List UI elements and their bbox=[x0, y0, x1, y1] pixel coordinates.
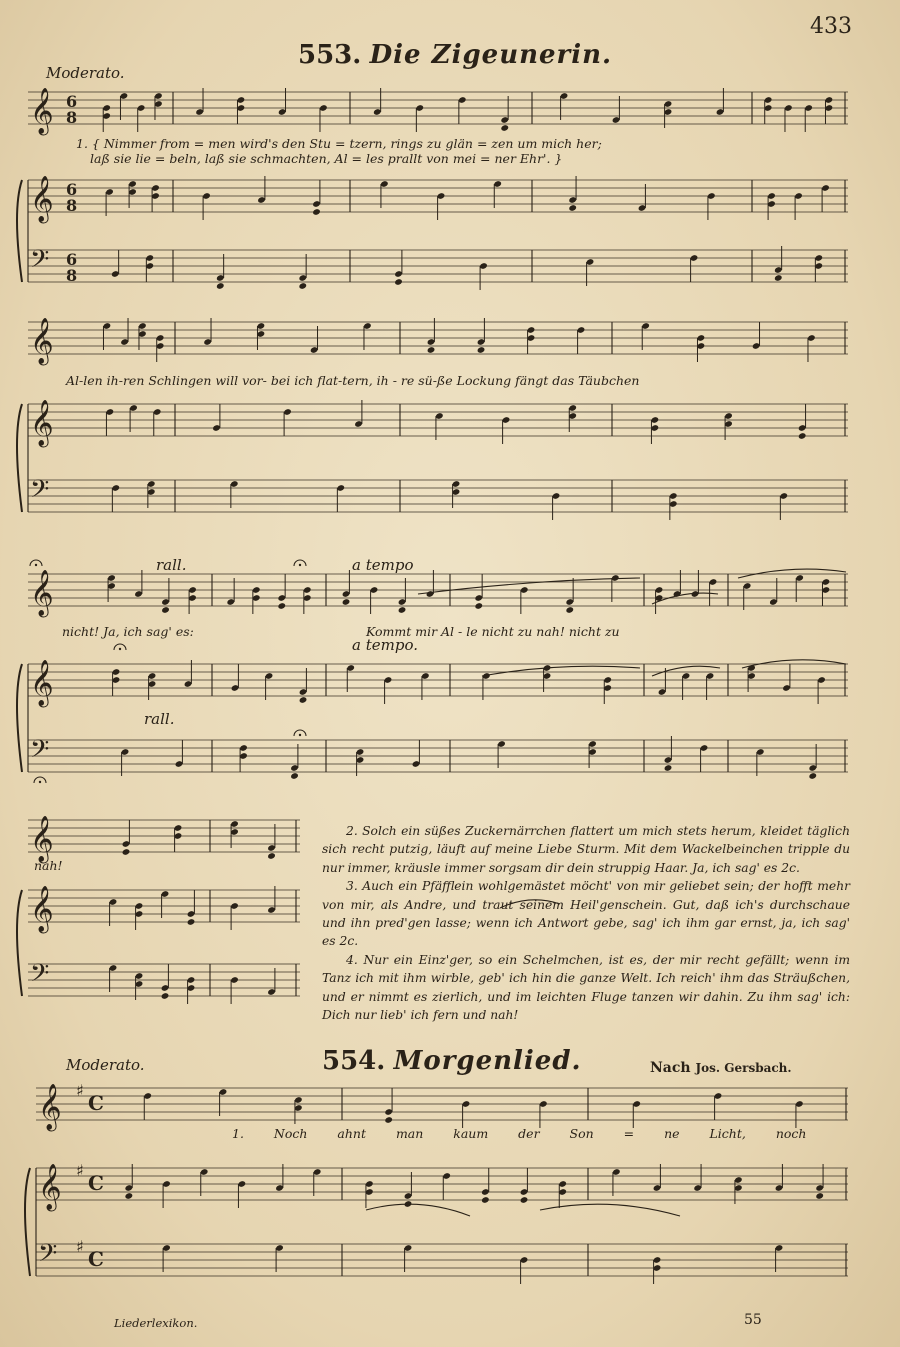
time-signature-denominator: 8 bbox=[66, 196, 78, 215]
fermata-dot bbox=[35, 564, 37, 566]
melody-note bbox=[565, 606, 574, 614]
accompaniment-note bbox=[312, 208, 321, 216]
melody-note bbox=[477, 346, 486, 354]
song-553-title: Die Zigeunerin. bbox=[369, 40, 613, 70]
slur bbox=[738, 569, 846, 578]
treble-clef-icon: 𝄞 bbox=[30, 660, 54, 706]
sharp-key-signature-icon: ♯ bbox=[76, 1237, 84, 1256]
accompaniment-note bbox=[774, 274, 783, 282]
piano-brace bbox=[17, 890, 22, 996]
song-554-tempo: Moderato. bbox=[66, 1056, 145, 1074]
piano-brace bbox=[17, 180, 22, 282]
song-554-title: Morgenlied. bbox=[393, 1046, 582, 1076]
song-554-number: 554. bbox=[322, 1046, 386, 1076]
fermata-dot bbox=[299, 564, 301, 566]
fermata-dot bbox=[39, 781, 41, 783]
footer-book-title: Liederlexikon. bbox=[114, 1316, 198, 1330]
bass-clef-icon: 𝄢 bbox=[30, 245, 50, 280]
time-signature-numerator: 6 bbox=[66, 250, 78, 269]
accompaniment-note bbox=[404, 1200, 413, 1208]
slur bbox=[540, 1204, 680, 1216]
common-time-icon: C bbox=[88, 1171, 104, 1195]
verse-3: 3. Auch ein Pfäfflein wohlgemästet möcht' von mir geliebet sein; der hofft mehr von mir, als Andre, und traut seinem Heil'genschein. Gut, daß ich's durchschaue und ihn pred'gen lasse; wenn ich Antwort gebe, sag' ich ihm gar ernst, ja, ich sag' es 2c. bbox=[322, 879, 850, 949]
accompaniment-note bbox=[298, 282, 307, 290]
piano-brace bbox=[25, 1168, 30, 1276]
treble-clef-icon: 𝄞 bbox=[30, 176, 54, 222]
song-553-lyrics-line3b: Kommt mir Al - le nicht zu nah! nicht zu bbox=[366, 624, 620, 639]
melody-note bbox=[427, 346, 436, 354]
song-554-credit bbox=[650, 1060, 792, 1076]
page-number: 433 bbox=[810, 14, 852, 39]
treble-clef-icon: 𝄞 bbox=[30, 570, 54, 616]
fermata-dot bbox=[299, 734, 301, 736]
song-553-additional-verses bbox=[322, 822, 850, 1024]
fermata-dot bbox=[119, 648, 121, 650]
credit-prefix: Nach bbox=[650, 1060, 691, 1076]
treble-clef-icon: 𝄞 bbox=[30, 400, 54, 446]
staff-554-2 bbox=[36, 1164, 848, 1212]
slur bbox=[366, 1204, 470, 1216]
accompaniment-note bbox=[481, 1196, 490, 1204]
verse-4: 4. Nur ein Einz'ger, so ein Schelmchen, ist es, der mir recht gefällt; wenn im Tanz ich mit ihm wirble, geb' ich hin die ganze Welt. Ich reich' ihm das Sträußchen, und er nimmt es zierlich, und im leichten Fluge tanzen wir dahin. Zu ihm sag' ich: Dich nur lieb' ich fern und nah! bbox=[322, 952, 850, 1023]
common-time-icon: C bbox=[88, 1091, 104, 1115]
accompaniment-note bbox=[161, 992, 170, 1000]
accompaniment-note bbox=[808, 772, 817, 780]
a-tempo-marking-top: a tempo bbox=[352, 556, 414, 574]
song-554-heading bbox=[322, 1046, 582, 1076]
bass-clef-icon: 𝄢 bbox=[38, 1239, 58, 1274]
treble-clef-icon: 𝄞 bbox=[30, 88, 54, 134]
song-553-lyrics-line3a: nicht! Ja, ich sag' es: bbox=[62, 624, 194, 639]
staff-554-1 bbox=[36, 1084, 848, 1132]
accompaniment-note bbox=[290, 772, 299, 780]
treble-clef-icon: 𝄞 bbox=[30, 318, 54, 364]
bass-clef-icon: 𝄢 bbox=[30, 475, 50, 510]
treble-clef-icon: 𝄞 bbox=[30, 886, 54, 932]
bass-clef-icon: 𝄢 bbox=[30, 959, 50, 994]
accompaniment-note bbox=[299, 696, 308, 704]
rall-marking-top: rall. bbox=[156, 556, 187, 574]
staff-2-1 bbox=[28, 318, 848, 366]
time-signature-numerator: 6 bbox=[66, 92, 78, 111]
treble-clef-icon: 𝄞 bbox=[38, 1084, 62, 1130]
song-553-lyrics-line4: nah! bbox=[34, 858, 63, 873]
time-signature-denominator: 8 bbox=[66, 108, 78, 127]
melody-note bbox=[161, 606, 170, 614]
piano-brace bbox=[17, 664, 22, 772]
song-553-lyrics-line2: Al-len ih-ren Schlingen will vor- bei ich flat-tern, ih - re sü-ße Lockung fängt das Täubchen bbox=[66, 373, 640, 388]
sharp-key-signature-icon: ♯ bbox=[76, 1161, 84, 1180]
song-553-tempo: Moderato. bbox=[46, 64, 125, 82]
sharp-key-signature-icon: ♯ bbox=[76, 1081, 84, 1100]
melody-note bbox=[384, 1116, 393, 1124]
footer-signature: 55 bbox=[744, 1312, 762, 1328]
accompaniment-note bbox=[798, 432, 807, 440]
common-time-icon: C bbox=[88, 1247, 104, 1271]
treble-clef-icon: 𝄞 bbox=[30, 816, 54, 862]
song-553-heading bbox=[298, 40, 612, 70]
melody-note bbox=[500, 124, 509, 132]
accompaniment-note bbox=[125, 1192, 134, 1200]
accompaniment-note bbox=[815, 1192, 824, 1200]
piano-brace bbox=[17, 404, 22, 512]
melody-note bbox=[398, 606, 407, 614]
accompaniment-note bbox=[122, 848, 131, 856]
staff-3-3 bbox=[28, 735, 848, 772]
melody-note bbox=[474, 602, 483, 610]
accompaniment-note bbox=[520, 1196, 529, 1204]
melody-note bbox=[277, 602, 286, 610]
time-signature-denominator: 8 bbox=[66, 266, 78, 285]
staff-1-1 bbox=[28, 88, 848, 136]
staff-4-1 bbox=[28, 816, 300, 864]
song-554-lyrics-line1: 1. Noch ahnt man kaum der Son = ne Licht, noch bbox=[232, 1126, 807, 1141]
a-tempo-marking-bottom: a tempo. bbox=[352, 636, 418, 654]
credit-name: Jos. Gersbach. bbox=[695, 1061, 792, 1075]
accompaniment-note bbox=[216, 282, 225, 290]
accompaniment-note bbox=[568, 204, 577, 212]
slur bbox=[418, 578, 640, 594]
staff-3-1 bbox=[28, 570, 848, 618]
accompaniment-note bbox=[187, 918, 196, 926]
accompaniment-note bbox=[267, 852, 276, 860]
song-553-number: 553. bbox=[298, 40, 362, 70]
song-553-lyrics-line1a: 1. { Nimmer from = men wird's den Stu = tzern, rings zu glän = zen um mich her; bbox=[76, 136, 602, 151]
accompaniment-note bbox=[664, 764, 673, 772]
time-signature-numerator: 6 bbox=[66, 180, 78, 199]
rall-marking-bottom: rall. bbox=[144, 710, 175, 728]
treble-clef-icon: 𝄞 bbox=[38, 1164, 62, 1210]
verse-2: 2. Solch ein süßes Zuckernärrchen flattert um mich stets herum, kleidet täglich sich recht putzig, läuft auf meine Liebe Sturm. Mit dem Wackelbeinchen tripple du nur immer, kräusle immer sorgsam dir dein struppig Haar. Ja, ich sag' es 2c. bbox=[322, 824, 850, 875]
song-553-lyrics-line1b: laß sie lie = beln, laß sie schmachten, Al = les prallt von mei = ner Ehr'. } bbox=[90, 151, 563, 166]
staff-554-3 bbox=[36, 1239, 848, 1276]
melody-note bbox=[342, 598, 351, 606]
accompaniment-note bbox=[394, 278, 403, 286]
slur bbox=[482, 666, 640, 676]
bass-clef-icon: 𝄢 bbox=[30, 735, 50, 770]
